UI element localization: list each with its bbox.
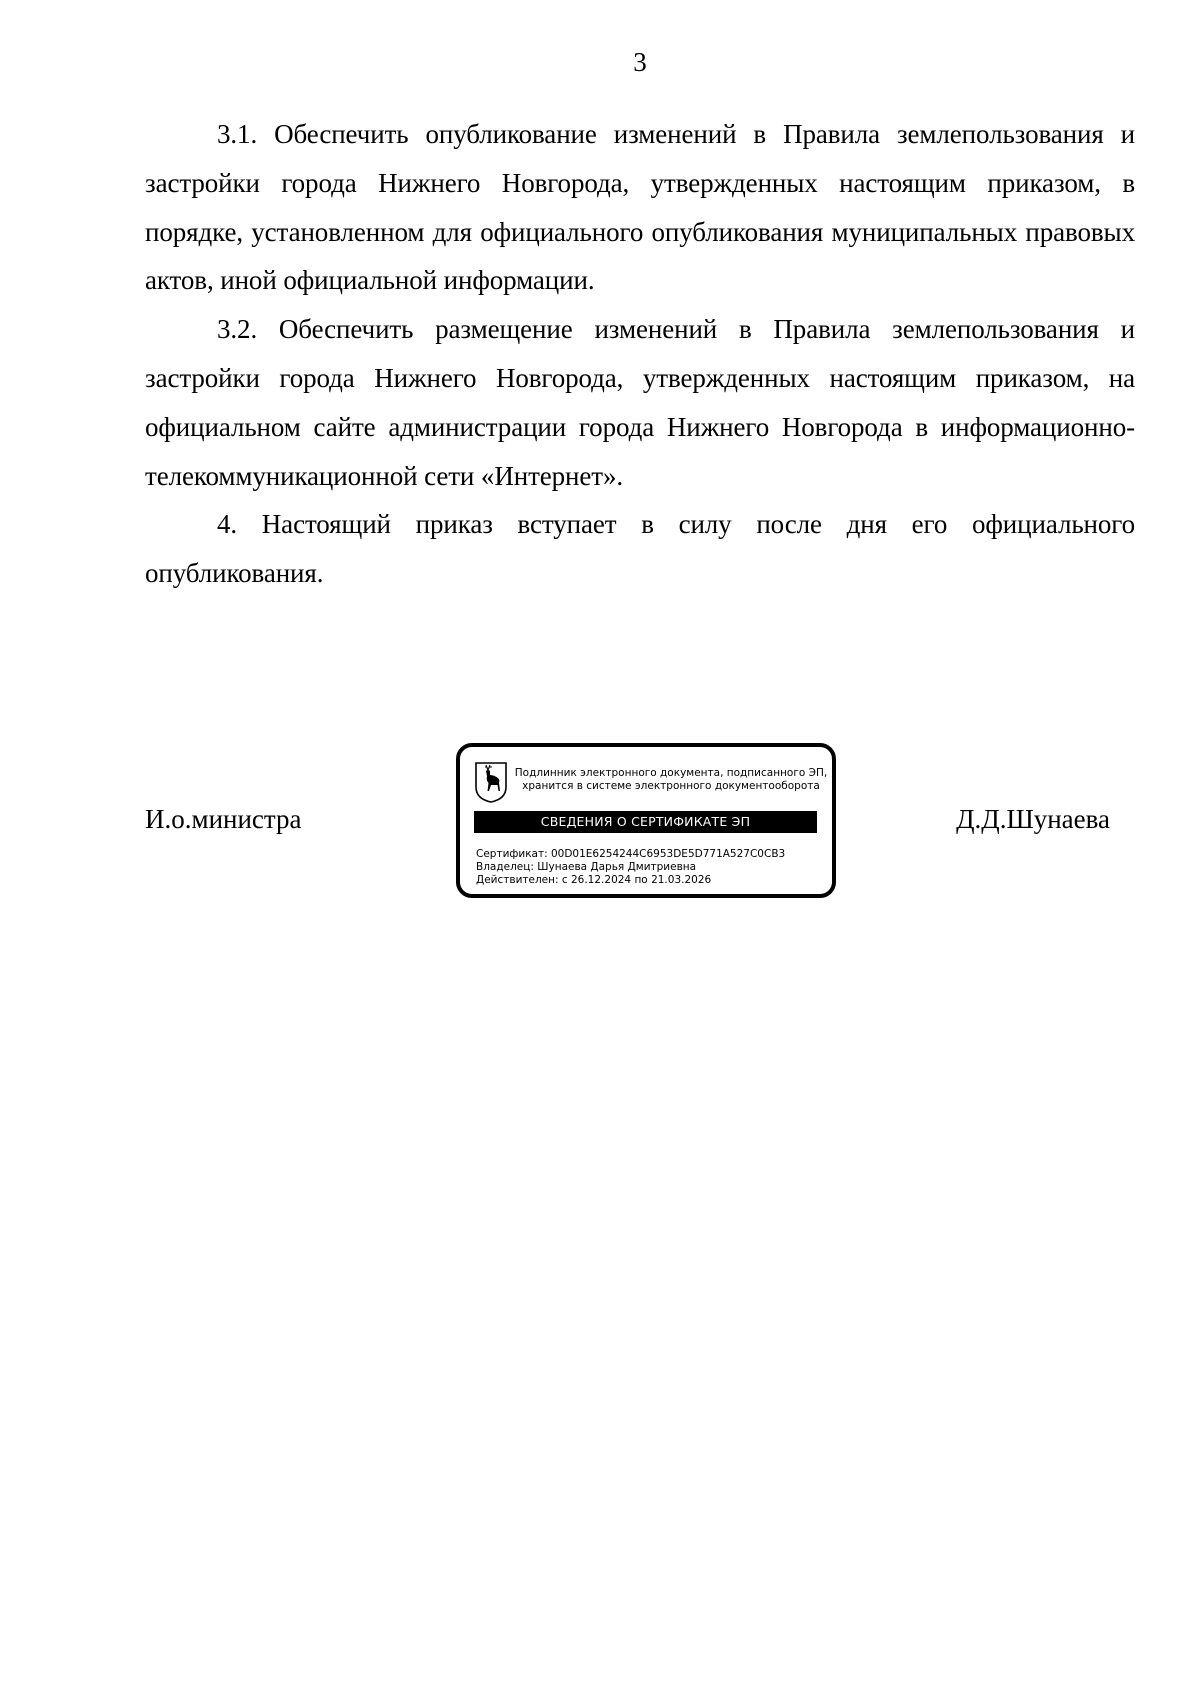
- certificate-validity: Действителен: с 26.12.2024 по 21.03.2026: [476, 874, 712, 886]
- paragraph-3-1: 3.1. Обеспечить опубликование изменений в Правила землепользования и застройки города Нижнего Новгорода, утвержденных настоящим приказом, в порядке, установленном для официального опубликования муниципальных правовых актов, иной официальной информации.: [145, 119, 1135, 296]
- stamp-header: [512, 767, 830, 793]
- electronic-signature-stamp: [456, 743, 836, 898]
- stamp-details: [476, 848, 826, 887]
- stamp-title: СВЕДЕНИЯ О СЕРТИФИКАТЕ ЭП: [474, 811, 817, 833]
- paragraph-4: 4. Настоящий приказ вступает в силу после дня его официального опубликования.: [145, 509, 1135, 589]
- signatory-position: И.о.министра: [145, 804, 302, 834]
- signatory-name: Д.Д.Шунаева: [956, 804, 1110, 834]
- document-body: [145, 110, 1135, 598]
- certificate-owner: Владелец: Шунаева Дарья Дмитриевна: [476, 861, 697, 873]
- paragraph-3-2: 3.2. Обеспечить размещение изменений в Правила землепользования и застройки города Нижнего Новгорода, утвержденных настоящим приказом, на официальном сайте администрации города Нижнего Новгорода в информационно-телекоммуникационной сети «Интернет».: [145, 314, 1135, 491]
- nizhny-novgorod-deer-emblem-icon: [474, 761, 508, 803]
- stamp-header-line-1: Подлинник электронного документа, подписанного ЭП,: [514, 767, 828, 779]
- stamp-header-line-2: хранится в системе электронного документооборота: [522, 780, 820, 792]
- certificate-number: Сертификат: 00D01E6254244C6953DE5D771A527C0CB3: [476, 848, 786, 860]
- page-number: 3: [633, 47, 647, 77]
